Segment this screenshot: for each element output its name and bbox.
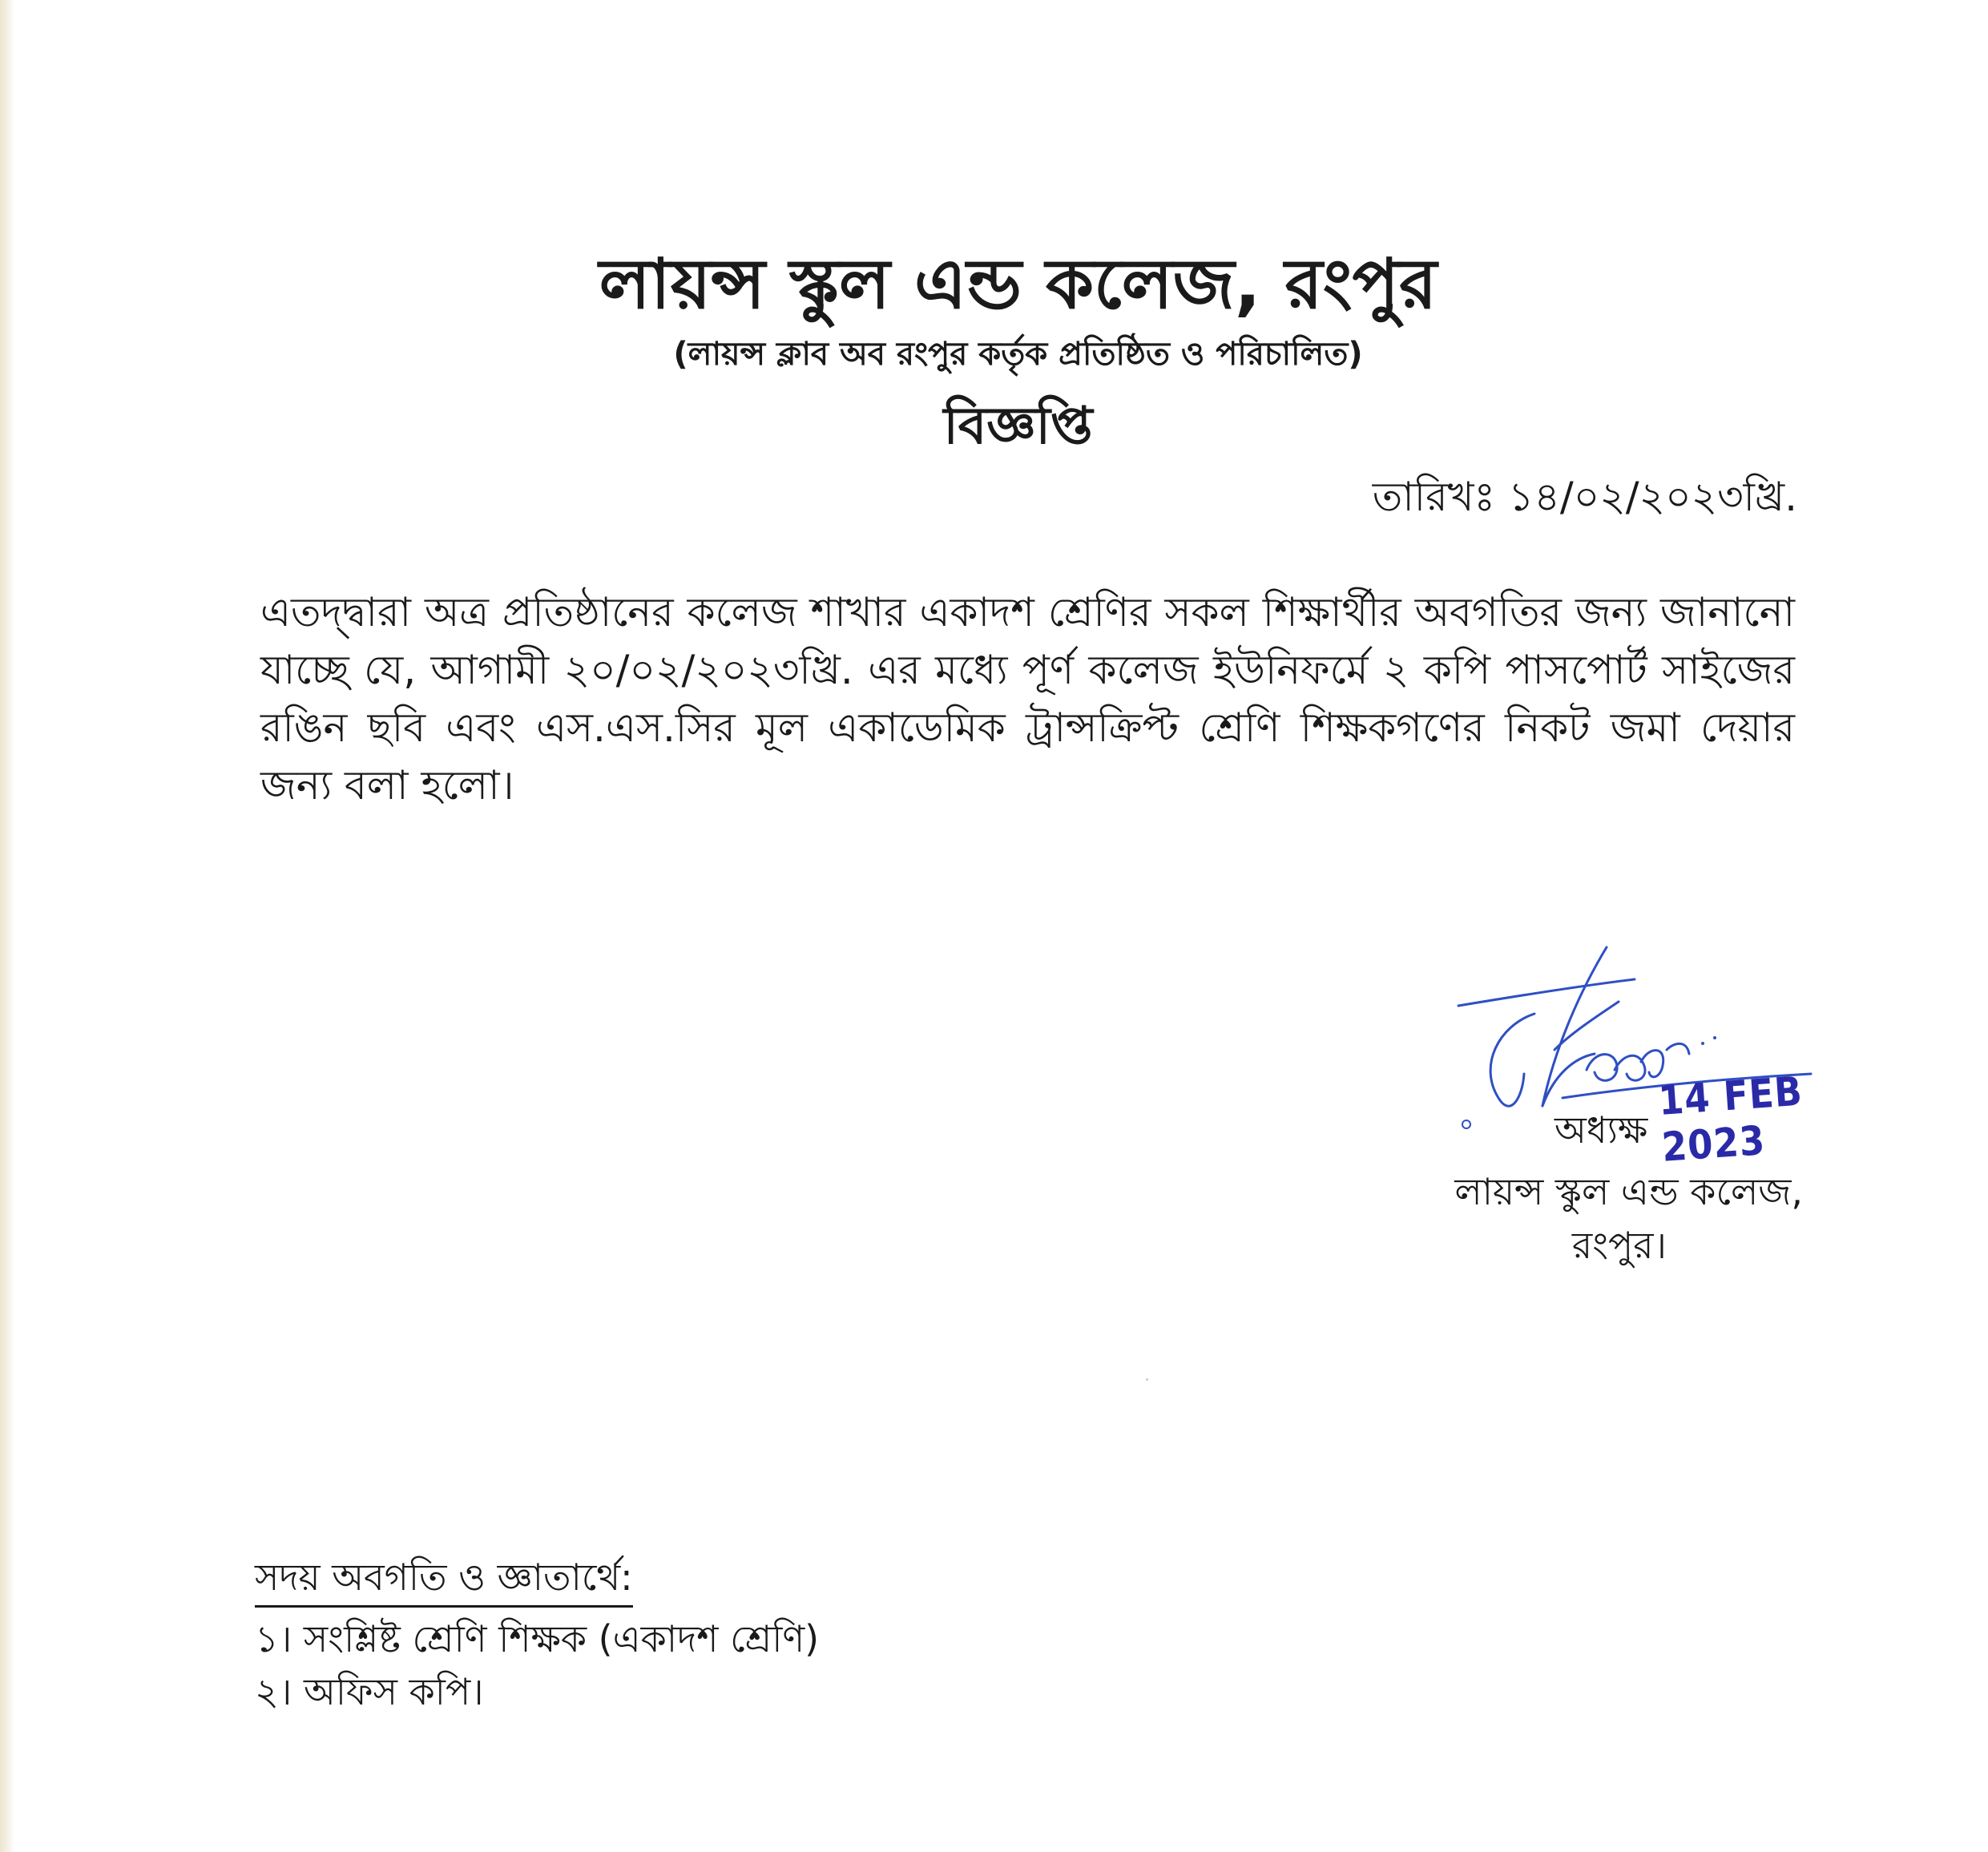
received-date-stamp: 14 FEB 2023 (1656, 1067, 1805, 1171)
cc-item: ১। সংশ্লিষ্ট শ্রেণি শিক্ষক (একাদশ শ্রেণি) (255, 1617, 820, 1660)
notice-body: এতদ্দ্বারা অত্র প্রতিষ্ঠানের কলেজ শাখার একাদশ শ্রেণির সকল শিক্ষার্থীর অবগতির জন্য জানানো যাচ্ছে যে, আগামী ২০/০২/২০২৩খ্রি. এর মধ্যে পূর্ণ কলেজ ইউনিফর্মে ২ কপি পাসপোর্ট সাইজের রঙিন ছবি এবং এস.এস.সির মূল একাডেমিক ট্রান্সক্রিপ্ট শ্রেণি শিক্ষকগণের নিকট জমা দেয়ার জন্য বলা হলো। (260, 589, 1795, 809)
paper-speck (1146, 1378, 1148, 1381)
principal-city: রংপুর। (1571, 1224, 1667, 1267)
notice-title: বিজ্ঞপ্তি (943, 397, 1093, 456)
cc-item: ২। অফিস কপি। (255, 1670, 484, 1713)
document-header (0, 240, 1988, 465)
principal-school: লায়ন্স স্কুল এন্ড কলেজ, (1454, 1170, 1803, 1213)
school-name: লায়ন্স স্কুল এন্ড কলেজ, রংপুর (599, 244, 1438, 325)
principal-title: অধ্যক্ষ (1555, 1108, 1648, 1152)
school-subtitle: (লায়ন্স ক্লাব অব রংপুর কর্তৃক প্রতিষ্ঠিত ও পরিচালিত) (673, 336, 1363, 373)
signature-block (1434, 938, 1883, 1290)
cc-heading: সদয় অবগতি ও জ্ঞাতার্থে: (255, 1551, 633, 1608)
notice-date: তারিখঃ ১৪/০২/২০২৩খ্রি. (1372, 474, 1797, 520)
copy-distribution (255, 1551, 819, 1718)
